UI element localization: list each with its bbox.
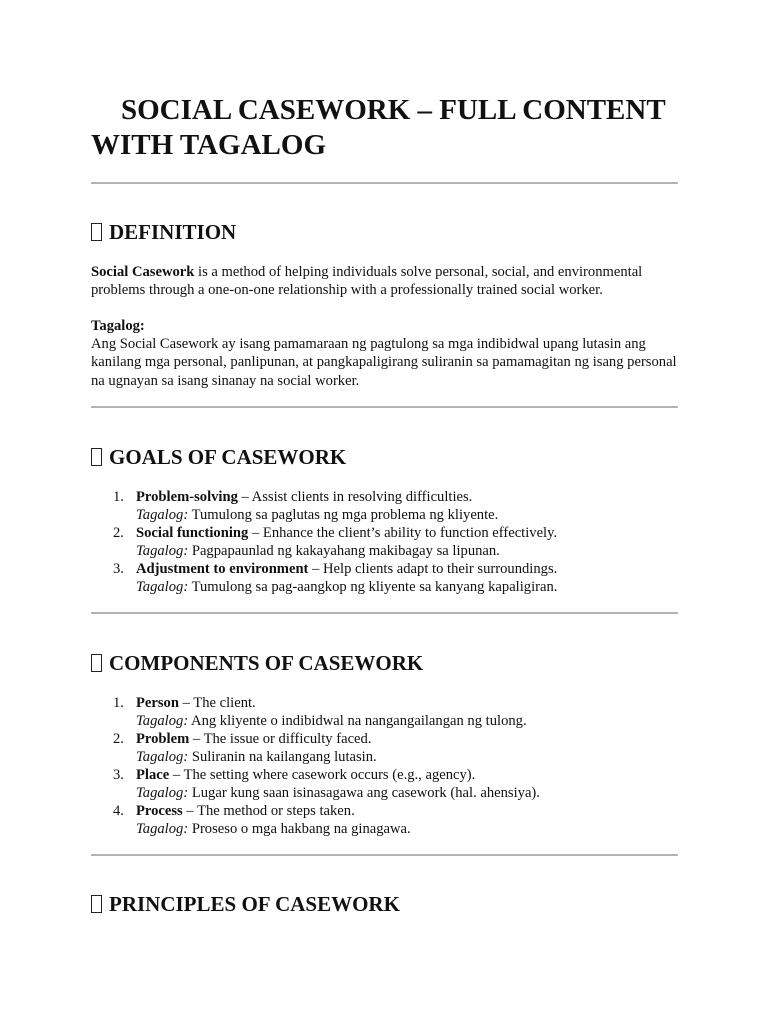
item-tagalog: Tumulong sa pag-aangkop ng kliyente sa kanyang kapaligiran. (188, 579, 558, 595)
definition-tagalog-paragraph (91, 317, 679, 390)
definition-heading (91, 219, 236, 245)
item-description: – The setting where casework occurs (e.g., agency). (169, 767, 476, 783)
item-term: Process (136, 803, 183, 819)
item-term: Place (136, 767, 170, 783)
divider (91, 854, 678, 856)
tagalog-label: Tagalog: (136, 785, 189, 801)
tagalog-label: Tagalog: (136, 579, 189, 595)
list-item (91, 524, 557, 560)
components-list (91, 694, 540, 838)
tagalog-label: Tagalog: (136, 543, 189, 559)
item-description: – The issue or difficulty faced. (189, 731, 372, 747)
divider (91, 406, 678, 408)
page-title: SOCIAL CASEWORK – FULL CONTENT WITH TAGALOG (91, 94, 666, 161)
list-item (91, 560, 557, 596)
list-number: 1. (113, 489, 124, 505)
list-item (91, 488, 557, 524)
principles-heading-text: PRINCIPLES OF CASEWORK (109, 892, 400, 916)
item-term: Person (136, 695, 179, 711)
tagalog-label: Tagalog: (136, 821, 189, 837)
tagalog-label: Tagalog: (136, 749, 189, 765)
item-term: Problem-solving (136, 489, 238, 505)
definition-text: is a method of helping individuals solve personal, social, and environmental problems through a one-on-one relationship with a professionally trained social worker. (91, 264, 643, 299)
item-tagalog: Tumulong sa paglutas ng mga problema ng kliyente. (188, 507, 499, 523)
item-tagalog: Proseso o mga hakbang na ginagawa. (188, 821, 411, 837)
divider (91, 182, 678, 184)
missing-glyph-box-icon (91, 654, 102, 672)
list-item (91, 694, 540, 730)
item-term: Social functioning (136, 525, 249, 541)
goals-heading-text: GOALS OF CASEWORK (109, 445, 347, 469)
list-number: 2. (113, 525, 124, 541)
list-item (91, 802, 540, 838)
item-description: – The method or steps taken. (182, 803, 355, 819)
item-term: Problem (136, 731, 190, 747)
list-number: 3. (113, 767, 124, 783)
goals-list (91, 488, 557, 596)
definition-heading-text: DEFINITION (109, 220, 237, 244)
item-tagalog: Pagpapaunlad ng kakayahang makibagay sa lipunan. (188, 543, 500, 559)
definition-paragraph (91, 263, 679, 299)
item-description: – The client. (178, 695, 256, 711)
principles-heading (91, 891, 400, 917)
missing-glyph-box-icon (91, 448, 102, 466)
item-description: – Assist clients in resolving difficulties. (237, 489, 473, 505)
item-tagalog: Lugar kung saan isinasagawa ang casework (hal. ahensiya). (188, 785, 540, 801)
list-number: 4. (113, 803, 124, 819)
components-heading-text: COMPONENTS OF CASEWORK (109, 651, 424, 675)
missing-glyph-box-icon (91, 223, 102, 241)
definition-term: Social Casework (91, 264, 195, 280)
missing-glyph-box-icon (91, 895, 102, 913)
definition-tagalog-text: Ang Social Casework ay isang pamamaraan ng pagtulong sa mga indibidwal upang lutasin ang kanilang mga personal, panlipunan, at pangkapaligirang suliranin sa pamamagitan ng isang personal na ugnayan sa isang sinanay na social worker. (91, 336, 677, 389)
list-number: 3. (113, 561, 124, 577)
tagalog-label: Tagalog: (91, 318, 145, 334)
item-term: Adjustment to environment (136, 561, 309, 577)
list-item (91, 730, 540, 766)
tagalog-label: Tagalog: (136, 507, 189, 523)
components-heading (91, 650, 423, 676)
list-item (91, 766, 540, 802)
item-tagalog: Suliranin na kailangang lutasin. (188, 749, 377, 765)
item-tagalog: Ang kliyente o indibidwal na nangangailangan ng tulong. (188, 713, 527, 729)
item-description: – Help clients adapt to their surroundings. (308, 561, 558, 577)
list-number: 1. (113, 695, 124, 711)
item-description: – Enhance the client’s ability to function effectively. (248, 525, 558, 541)
list-number: 2. (113, 731, 124, 747)
divider (91, 612, 678, 614)
tagalog-label: Tagalog: (136, 713, 189, 729)
goals-heading (91, 444, 346, 470)
